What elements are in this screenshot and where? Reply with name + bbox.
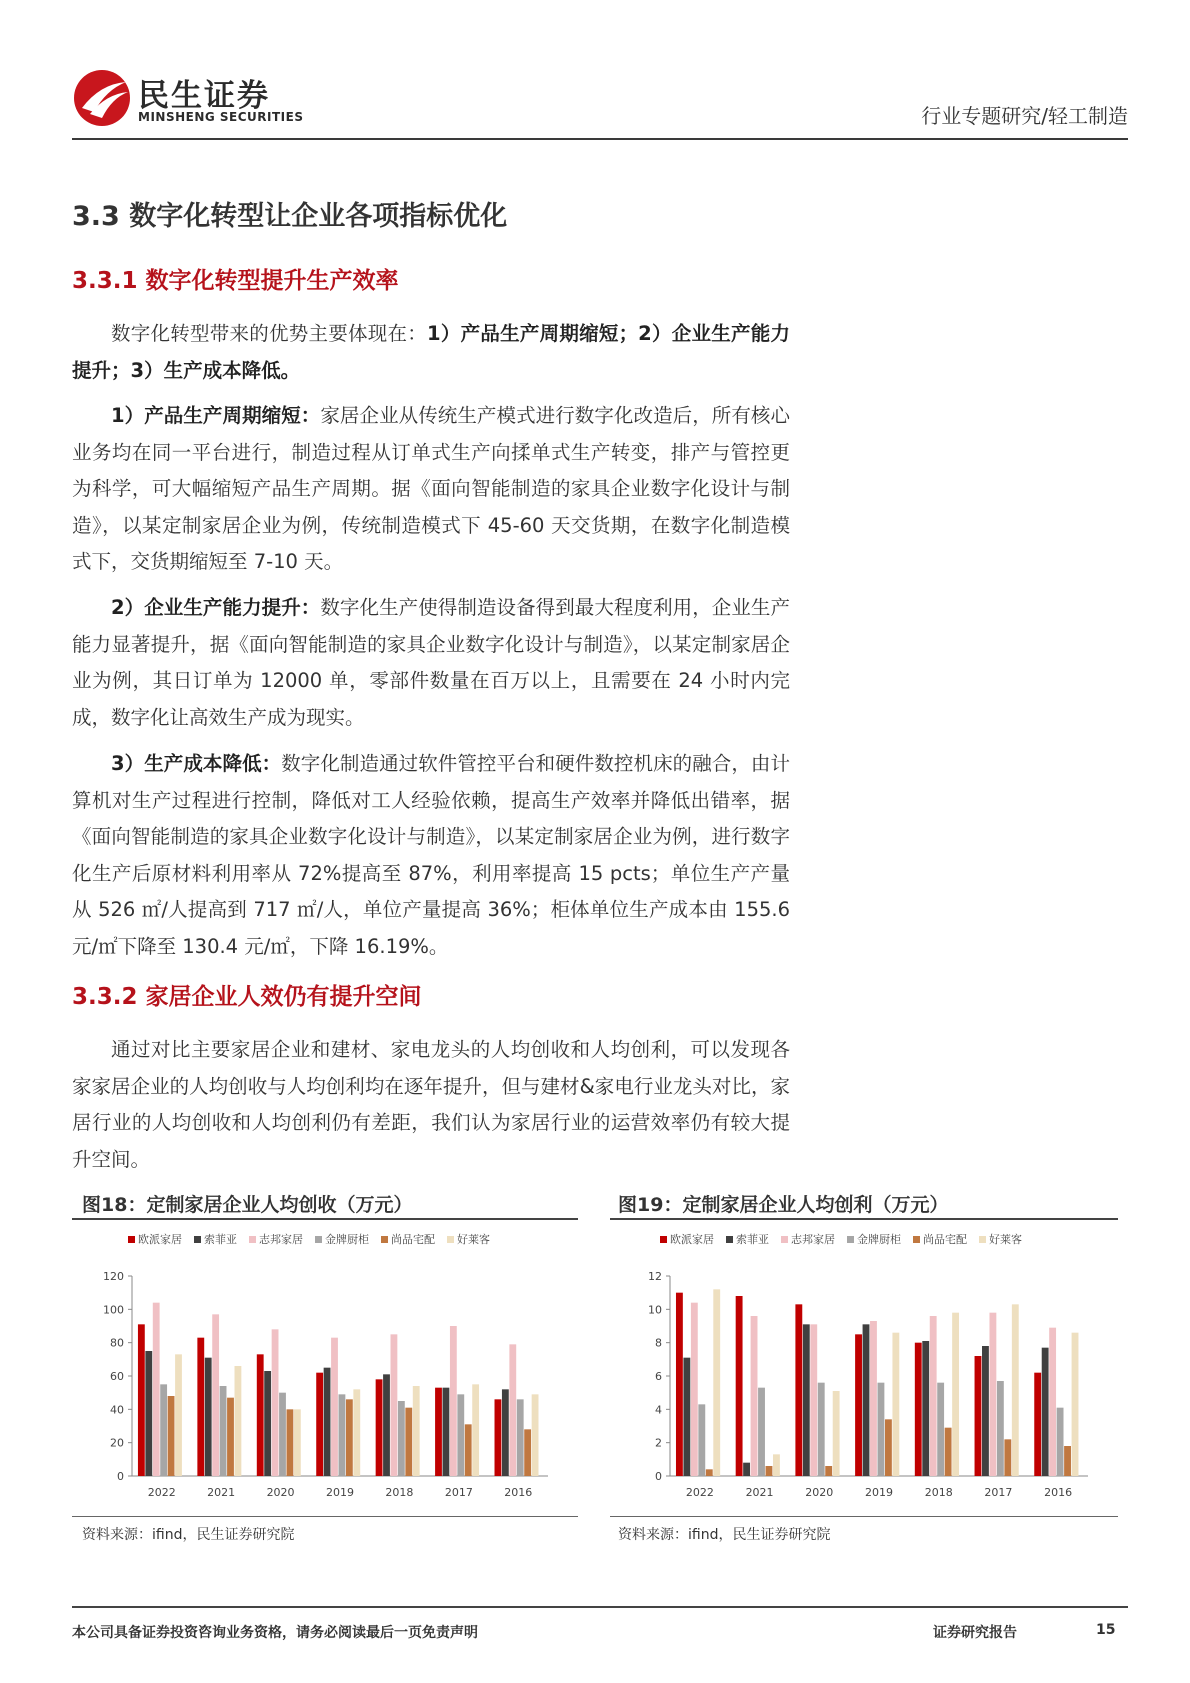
bar <box>766 1466 773 1476</box>
brand-name-en: MINSHENG SECURITIES <box>138 110 304 124</box>
y-tick-label: 60 <box>110 1370 124 1383</box>
figure-19-title: 图19：定制家居企业人均创利（万元） <box>618 1194 949 1216</box>
x-tick-label: 2022 <box>147 1486 176 1499</box>
y-tick-label: 20 <box>110 1436 124 1450</box>
x-tick-label: 2018 <box>924 1486 953 1499</box>
legend-item <box>979 1231 1022 1247</box>
bar <box>227 1398 234 1476</box>
bar <box>168 1396 175 1476</box>
bar <box>698 1404 705 1476</box>
footer-report-type: 证券研究报告 <box>933 1625 1017 1641</box>
subsection-title-1: 3.3.1 数字化转型提升生产效率 <box>72 268 399 294</box>
bar <box>915 1343 922 1476</box>
page-number: 15 <box>1096 1622 1116 1638</box>
legend-swatch <box>447 1236 454 1243</box>
legend-swatch <box>726 1236 733 1243</box>
figure-18-chart <box>72 1250 578 1510</box>
legend-swatch <box>847 1236 854 1243</box>
bar <box>937 1383 944 1476</box>
y-tick-label: 100 <box>103 1303 124 1317</box>
bar <box>220 1386 227 1476</box>
figure-19-source: 资料来源：ifind，民生证券研究院 <box>618 1527 831 1543</box>
bar <box>376 1379 383 1476</box>
x-tick-label: 2016 <box>1044 1486 1073 1499</box>
bar <box>205 1358 212 1476</box>
bar <box>952 1313 959 1476</box>
bar <box>235 1366 242 1476</box>
report-category: 行业专题研究/轻工制造 <box>921 104 1128 128</box>
paragraph-cost <box>72 746 790 965</box>
cycle-label: 1）产品生产周期缩短： <box>111 404 321 427</box>
bar <box>676 1293 683 1476</box>
bar <box>885 1419 892 1476</box>
bar <box>1004 1439 1011 1476</box>
bar <box>383 1374 390 1476</box>
x-tick-label: 2019 <box>865 1486 893 1499</box>
bar <box>773 1454 780 1476</box>
legend-item <box>447 1231 490 1247</box>
cycle-text: 家居企业从传统生产模式进行数字化改造后，所有核心业务均在同一平台进行，制造过程从订单式生产向揉单式生产转变，排产与管控更为科学，可大幅缩短产品生产周期。据《面向智能制造的家具企业数字化设计与制造》，以某定制家居企业为例，传统制造模式下 45-60 天交货期，在数字化制造模式下，交货期缩短至 7-10 天。 <box>72 404 790 573</box>
legend-item <box>194 1231 237 1247</box>
bar <box>855 1334 862 1476</box>
legend-label: 尚品宅配 <box>923 1233 967 1246</box>
legend-label: 索菲亚 <box>204 1233 237 1246</box>
bar <box>502 1389 509 1476</box>
bar <box>495 1399 502 1476</box>
legend-label: 尚品宅配 <box>391 1233 435 1246</box>
bar <box>982 1346 989 1476</box>
x-tick-label: 2020 <box>266 1486 295 1499</box>
bar <box>331 1338 338 1476</box>
bar <box>825 1466 832 1476</box>
bar <box>975 1356 982 1476</box>
y-tick-label: 8 <box>655 1336 662 1350</box>
page-header <box>72 62 1128 140</box>
y-tick-label: 120 <box>103 1270 124 1283</box>
figure-18-title: 图18：定制家居企业人均创收（万元） <box>82 1194 413 1216</box>
bar <box>524 1429 531 1476</box>
minsheng-logo-icon <box>72 68 132 128</box>
bar <box>989 1313 996 1476</box>
bar <box>450 1326 457 1476</box>
bar <box>863 1324 870 1476</box>
bar <box>751 1316 758 1476</box>
bar <box>279 1393 286 1476</box>
figure-18-source: 资料来源：ifind，民生证券研究院 <box>82 1527 295 1543</box>
x-tick-label: 2018 <box>385 1486 414 1499</box>
bar <box>795 1304 802 1476</box>
bar <box>818 1383 825 1476</box>
y-tick-label: 12 <box>648 1270 662 1283</box>
legend-swatch <box>660 1236 667 1243</box>
x-tick-label: 2017 <box>984 1486 1013 1499</box>
intro-points: 1）产品生产周期缩短；2）企业生产能力提升；3）生产成本降低。 <box>72 322 790 382</box>
legend-item <box>660 1231 714 1247</box>
bar <box>472 1384 479 1476</box>
legend-item <box>315 1231 369 1247</box>
y-tick-label: 10 <box>648 1303 662 1317</box>
legend-swatch <box>381 1236 388 1243</box>
efficiency-text: 通过对比主要家居企业和建材、家电龙头的人均创收和人均创利，可以发现各家家居企业的人均创收与人均创利均在逐年提升，但与建材&家电行业龙头对比，家居行业的人均创收和人均创利仍有差距，我们认为家居行业的运营效率仍有较大提升空间。 <box>72 1038 790 1171</box>
brand-name-cn: 民生证券 <box>138 78 270 114</box>
bar <box>465 1424 472 1476</box>
bar <box>1012 1304 1019 1476</box>
x-tick-label: 2017 <box>444 1486 473 1499</box>
x-tick-label: 2022 <box>685 1486 714 1499</box>
paragraph-capacity <box>72 590 790 736</box>
bar <box>435 1388 442 1476</box>
bar <box>457 1394 464 1476</box>
legend-swatch <box>128 1236 135 1243</box>
bar <box>1042 1348 1049 1476</box>
bar <box>930 1316 937 1476</box>
figure-19-top-rule <box>610 1218 1118 1220</box>
bar <box>197 1338 204 1476</box>
section-title: 3.3 数字化转型让企业各项指标优化 <box>72 201 508 232</box>
bar <box>743 1463 750 1476</box>
y-tick-label: 6 <box>655 1370 662 1383</box>
bar <box>212 1314 219 1476</box>
subsection-title-2: 3.3.2 家居企业人效仍有提升空间 <box>72 984 422 1010</box>
bar <box>758 1388 765 1476</box>
bar <box>316 1373 323 1476</box>
x-tick-label: 2021 <box>207 1486 236 1499</box>
bar <box>175 1354 182 1476</box>
legend-swatch <box>249 1236 256 1243</box>
legend-swatch <box>315 1236 322 1243</box>
y-tick-label: 2 <box>655 1436 662 1450</box>
legend-item <box>913 1231 967 1247</box>
legend-label: 金牌厨柜 <box>857 1233 901 1246</box>
figure-18-top-rule <box>72 1218 578 1220</box>
bar <box>324 1368 331 1476</box>
paragraph-efficiency <box>72 1032 790 1178</box>
bar <box>945 1428 952 1476</box>
bar <box>892 1333 899 1476</box>
legend-swatch <box>979 1236 986 1243</box>
bar <box>413 1386 420 1476</box>
bar <box>405 1408 412 1476</box>
bar <box>517 1399 524 1476</box>
bar <box>878 1383 885 1476</box>
intro-lead: 数字化转型带来的优势主要体现在： <box>111 322 428 345</box>
bar <box>509 1344 516 1476</box>
bar <box>391 1334 398 1476</box>
bar <box>691 1303 698 1476</box>
bar <box>1049 1328 1056 1476</box>
bar <box>1034 1373 1041 1476</box>
bar <box>736 1296 743 1476</box>
x-tick-label: 2021 <box>745 1486 774 1499</box>
y-tick-label: 40 <box>110 1403 124 1417</box>
footer-rule <box>72 1606 1128 1608</box>
bar <box>803 1324 810 1476</box>
legend-label: 金牌厨柜 <box>325 1233 369 1246</box>
bar <box>870 1321 877 1476</box>
bar <box>138 1324 145 1476</box>
bar <box>997 1381 1004 1476</box>
bar <box>833 1391 840 1476</box>
bar <box>398 1401 405 1476</box>
bar <box>1072 1333 1079 1476</box>
x-tick-label: 2019 <box>326 1486 354 1499</box>
legend-swatch <box>913 1236 920 1243</box>
cost-label: 3）生产成本降低： <box>111 752 282 775</box>
bar <box>532 1394 539 1476</box>
capacity-text: 数字化生产使得制造设备得到最大程度利用，企业生产能力显著提升，据《面向智能制造的家具企业数字化设计与制造》，以某定制家居企业为例，其日订单为 12000 单，零部件数量在百万以上，且需要在 24 小时内完成，数字化让高效生产成为现实。 <box>72 596 790 729</box>
legend-label: 志邦家居 <box>259 1233 303 1246</box>
figure-19-legend <box>660 1231 1034 1247</box>
legend-swatch <box>781 1236 788 1243</box>
figure-19-chart <box>610 1250 1118 1510</box>
legend-item <box>726 1231 769 1247</box>
bar <box>339 1394 346 1476</box>
y-tick-label: 4 <box>655 1403 662 1417</box>
bar <box>272 1329 279 1476</box>
bar <box>346 1399 353 1476</box>
legend-label: 好莱客 <box>457 1233 490 1246</box>
bar <box>922 1341 929 1476</box>
legend-label: 欧派家居 <box>670 1233 714 1246</box>
bar <box>353 1389 360 1476</box>
bar <box>153 1303 160 1476</box>
legend-label: 好莱客 <box>989 1233 1022 1246</box>
bar <box>443 1388 450 1476</box>
legend-item <box>781 1231 835 1247</box>
bar <box>810 1324 817 1476</box>
bar <box>706 1469 713 1476</box>
bar <box>1064 1446 1071 1476</box>
cost-text: 数字化制造通过软件管控平台和硬件数控机床的融合，由计算机对生产过程进行控制，降低对工人经验依赖，提高生产效率并降低出错率，据《面向智能制造的家具企业数字化设计与制造》，以某定制家居企业为例，进行数字化生产后原材料利用率从 72%提高至 87%，利用率提高 15 pcts；单位生产产量从 526 ㎡/人提高到 717 ㎡/人，单位产量提高 36%；柜体单位生产成本由 155.6 元/㎡下降至 130.4 元/㎡，下降 16.19%。 <box>72 752 790 958</box>
y-tick-label: 0 <box>655 1470 662 1483</box>
figure-18-legend <box>128 1231 502 1247</box>
bar <box>1057 1408 1064 1476</box>
x-tick-label: 2020 <box>805 1486 834 1499</box>
legend-item <box>381 1231 435 1247</box>
footer-disclaimer: 本公司具备证券投资咨询业务资格，请务必阅读最后一页免责声明 <box>72 1625 478 1641</box>
bar <box>713 1289 720 1476</box>
figure-18-bottom-rule <box>72 1516 578 1517</box>
paragraph-cycle <box>72 398 790 581</box>
legend-label: 志邦家居 <box>791 1233 835 1246</box>
bar <box>264 1371 271 1476</box>
legend-item <box>847 1231 901 1247</box>
bar <box>287 1409 294 1476</box>
legend-item <box>249 1231 303 1247</box>
x-tick-label: 2016 <box>504 1486 533 1499</box>
bar <box>257 1354 264 1476</box>
bar <box>683 1358 690 1476</box>
y-tick-label: 0 <box>117 1470 124 1483</box>
legend-label: 索菲亚 <box>736 1233 769 1246</box>
figure-19-bottom-rule <box>610 1516 1118 1517</box>
bar <box>160 1384 167 1476</box>
legend-item <box>128 1231 182 1247</box>
y-tick-label: 80 <box>110 1336 124 1350</box>
legend-swatch <box>194 1236 201 1243</box>
capacity-label: 2）企业生产能力提升： <box>111 596 321 619</box>
legend-label: 欧派家居 <box>138 1233 182 1246</box>
bar <box>294 1409 301 1476</box>
bar <box>145 1351 152 1476</box>
paragraph-intro <box>72 316 790 389</box>
